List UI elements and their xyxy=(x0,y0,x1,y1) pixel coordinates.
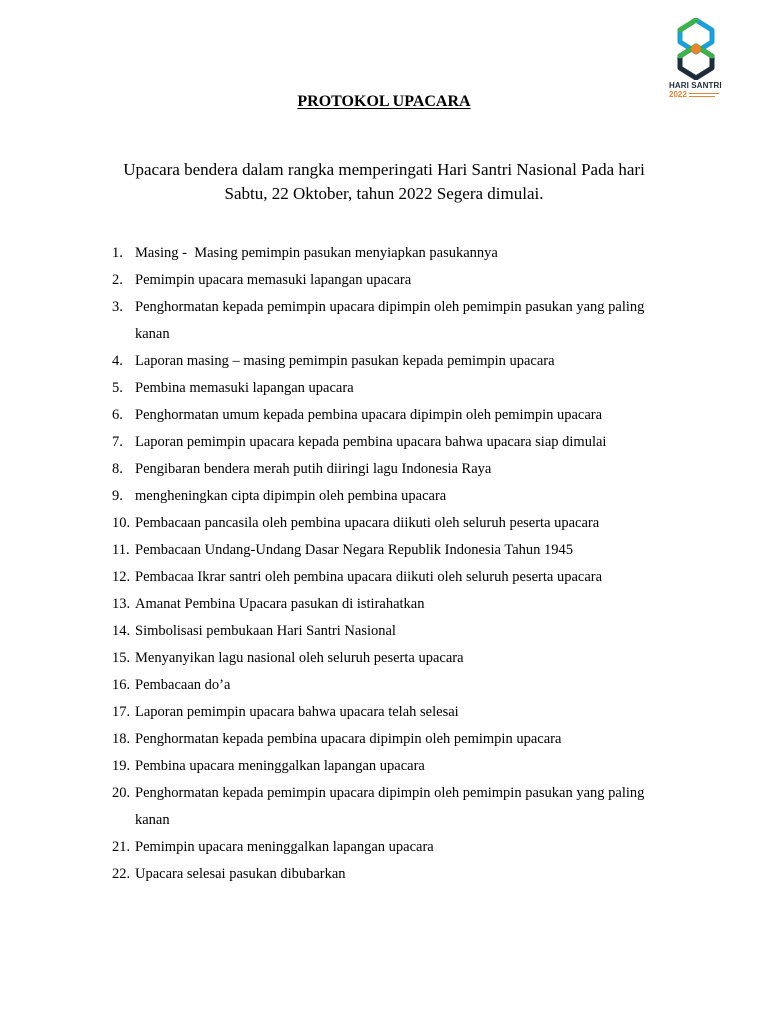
step-number: 19. xyxy=(112,758,131,774)
step-text: Pembina upacara meninggalkan lapangan upacara xyxy=(135,758,425,774)
step-number: 22. xyxy=(112,866,131,882)
step-number: 8. xyxy=(112,461,123,477)
list-item xyxy=(112,456,672,483)
step-text: Amanat Pembina Upacara pasukan di istirahatkan xyxy=(135,596,425,612)
list-item xyxy=(112,294,672,348)
list-item xyxy=(112,510,672,537)
list-item xyxy=(112,780,672,834)
list-item xyxy=(112,699,672,726)
step-number: 10. xyxy=(112,515,131,531)
document-title: PROTOKOL UPACARA xyxy=(297,93,471,110)
step-text: Pengibaran bendera merah putih diiringi lagu Indonesia Raya xyxy=(135,461,492,477)
list-item xyxy=(112,402,672,429)
step-number: 11. xyxy=(112,542,130,558)
hari-santri-icon xyxy=(663,18,729,80)
step-text: Laporan pemimpin upacara bahwa upacara telah selesai xyxy=(135,704,459,720)
step-text: Laporan pemimpin upacara kepada pembina upacara bahwa upacara siap dimulai xyxy=(135,434,607,450)
list-item xyxy=(112,645,672,672)
step-text: Menyanyikan lagu nasional oleh seluruh peserta upacara xyxy=(135,650,464,666)
list-item xyxy=(112,564,672,591)
step-text: Penghormatan umum kepada pembina upacara dipimpin oleh pemimpin upacara xyxy=(135,407,603,423)
step-number: 14. xyxy=(112,623,131,639)
step-number: 20. xyxy=(112,785,131,801)
list-item xyxy=(112,591,672,618)
step-number: 16. xyxy=(112,677,131,693)
step-text: Pemimpin upacara memasuki lapangan upacara xyxy=(135,272,412,288)
list-item xyxy=(112,753,672,780)
logo-year: 2022 xyxy=(669,90,687,99)
step-number: 18. xyxy=(112,731,131,747)
step-text: Penghormatan kepada pemimpin upacara dipimpin oleh pemimpin pasukan yang paling kanan xyxy=(135,299,649,342)
list-item xyxy=(112,375,672,402)
list-item xyxy=(112,672,672,699)
list-item xyxy=(112,483,672,510)
step-text: Pemimpin upacara meninggalkan lapangan upacara xyxy=(135,839,434,855)
list-item xyxy=(112,267,672,294)
step-number: 12. xyxy=(112,569,131,585)
step-number: 21. xyxy=(112,839,131,855)
step-text: Simbolisasi pembukaan Hari Santri Nasional xyxy=(135,623,396,639)
step-text: Pembacaan pancasila oleh pembina upacara diikuti oleh seluruh peserta upacara xyxy=(135,515,600,531)
step-text: Masing - Masing pemimpin pasukan menyiapkan pasukannya xyxy=(135,245,498,261)
list-item xyxy=(112,834,672,861)
protocol-steps-list xyxy=(112,240,672,888)
list-item xyxy=(112,618,672,645)
step-number: 7. xyxy=(112,434,123,450)
step-number: 6. xyxy=(112,407,123,423)
step-text: Upacara selesai pasukan dibubarkan xyxy=(135,866,346,882)
list-item xyxy=(112,429,672,456)
step-text: Penghormatan kepada pemimpin upacara dipimpin oleh pemimpin pasukan yang paling kanan xyxy=(135,785,649,828)
step-number: 1. xyxy=(112,245,123,261)
step-number: 15. xyxy=(112,650,131,666)
step-number: 2. xyxy=(112,272,123,288)
step-number: 4. xyxy=(112,353,123,369)
intro-paragraph: Upacara bendera dalam rangka memperingati Hari Santri Nasional Pada hari Sabtu, 22 Oktober, tahun 2022 Segera dimulai. xyxy=(123,160,645,203)
list-item xyxy=(112,240,672,267)
step-number: 13. xyxy=(112,596,131,612)
list-item xyxy=(112,726,672,753)
list-item xyxy=(112,348,672,375)
logo-title: HARI SANTRI xyxy=(669,81,722,90)
step-number: 9. xyxy=(112,488,123,504)
step-number: 5. xyxy=(112,380,123,396)
step-number: 17. xyxy=(112,704,131,720)
list-item xyxy=(112,861,672,888)
list-item xyxy=(112,537,672,564)
step-number: 3. xyxy=(112,299,123,315)
step-text: Penghormatan kepada pembina upacara dipimpin oleh pemimpin upacara xyxy=(135,731,562,747)
step-text: Pembina memasuki lapangan upacara xyxy=(135,380,354,396)
step-text: Pembacaan do’a xyxy=(135,677,231,693)
step-text: Laporan masing – masing pemimpin pasukan kepada pemimpin upacara xyxy=(135,353,555,369)
step-text: Pembacaan Undang-Undang Dasar Negara Republik Indonesia Tahun 1945 xyxy=(135,542,574,558)
step-text: Pembacaa Ikrar santri oleh pembina upacara diikuti oleh seluruh peserta upacara xyxy=(135,569,603,585)
hari-santri-logo xyxy=(663,18,729,104)
step-text: mengheningkan cipta dipimpin oleh pembina upacara xyxy=(135,488,447,504)
